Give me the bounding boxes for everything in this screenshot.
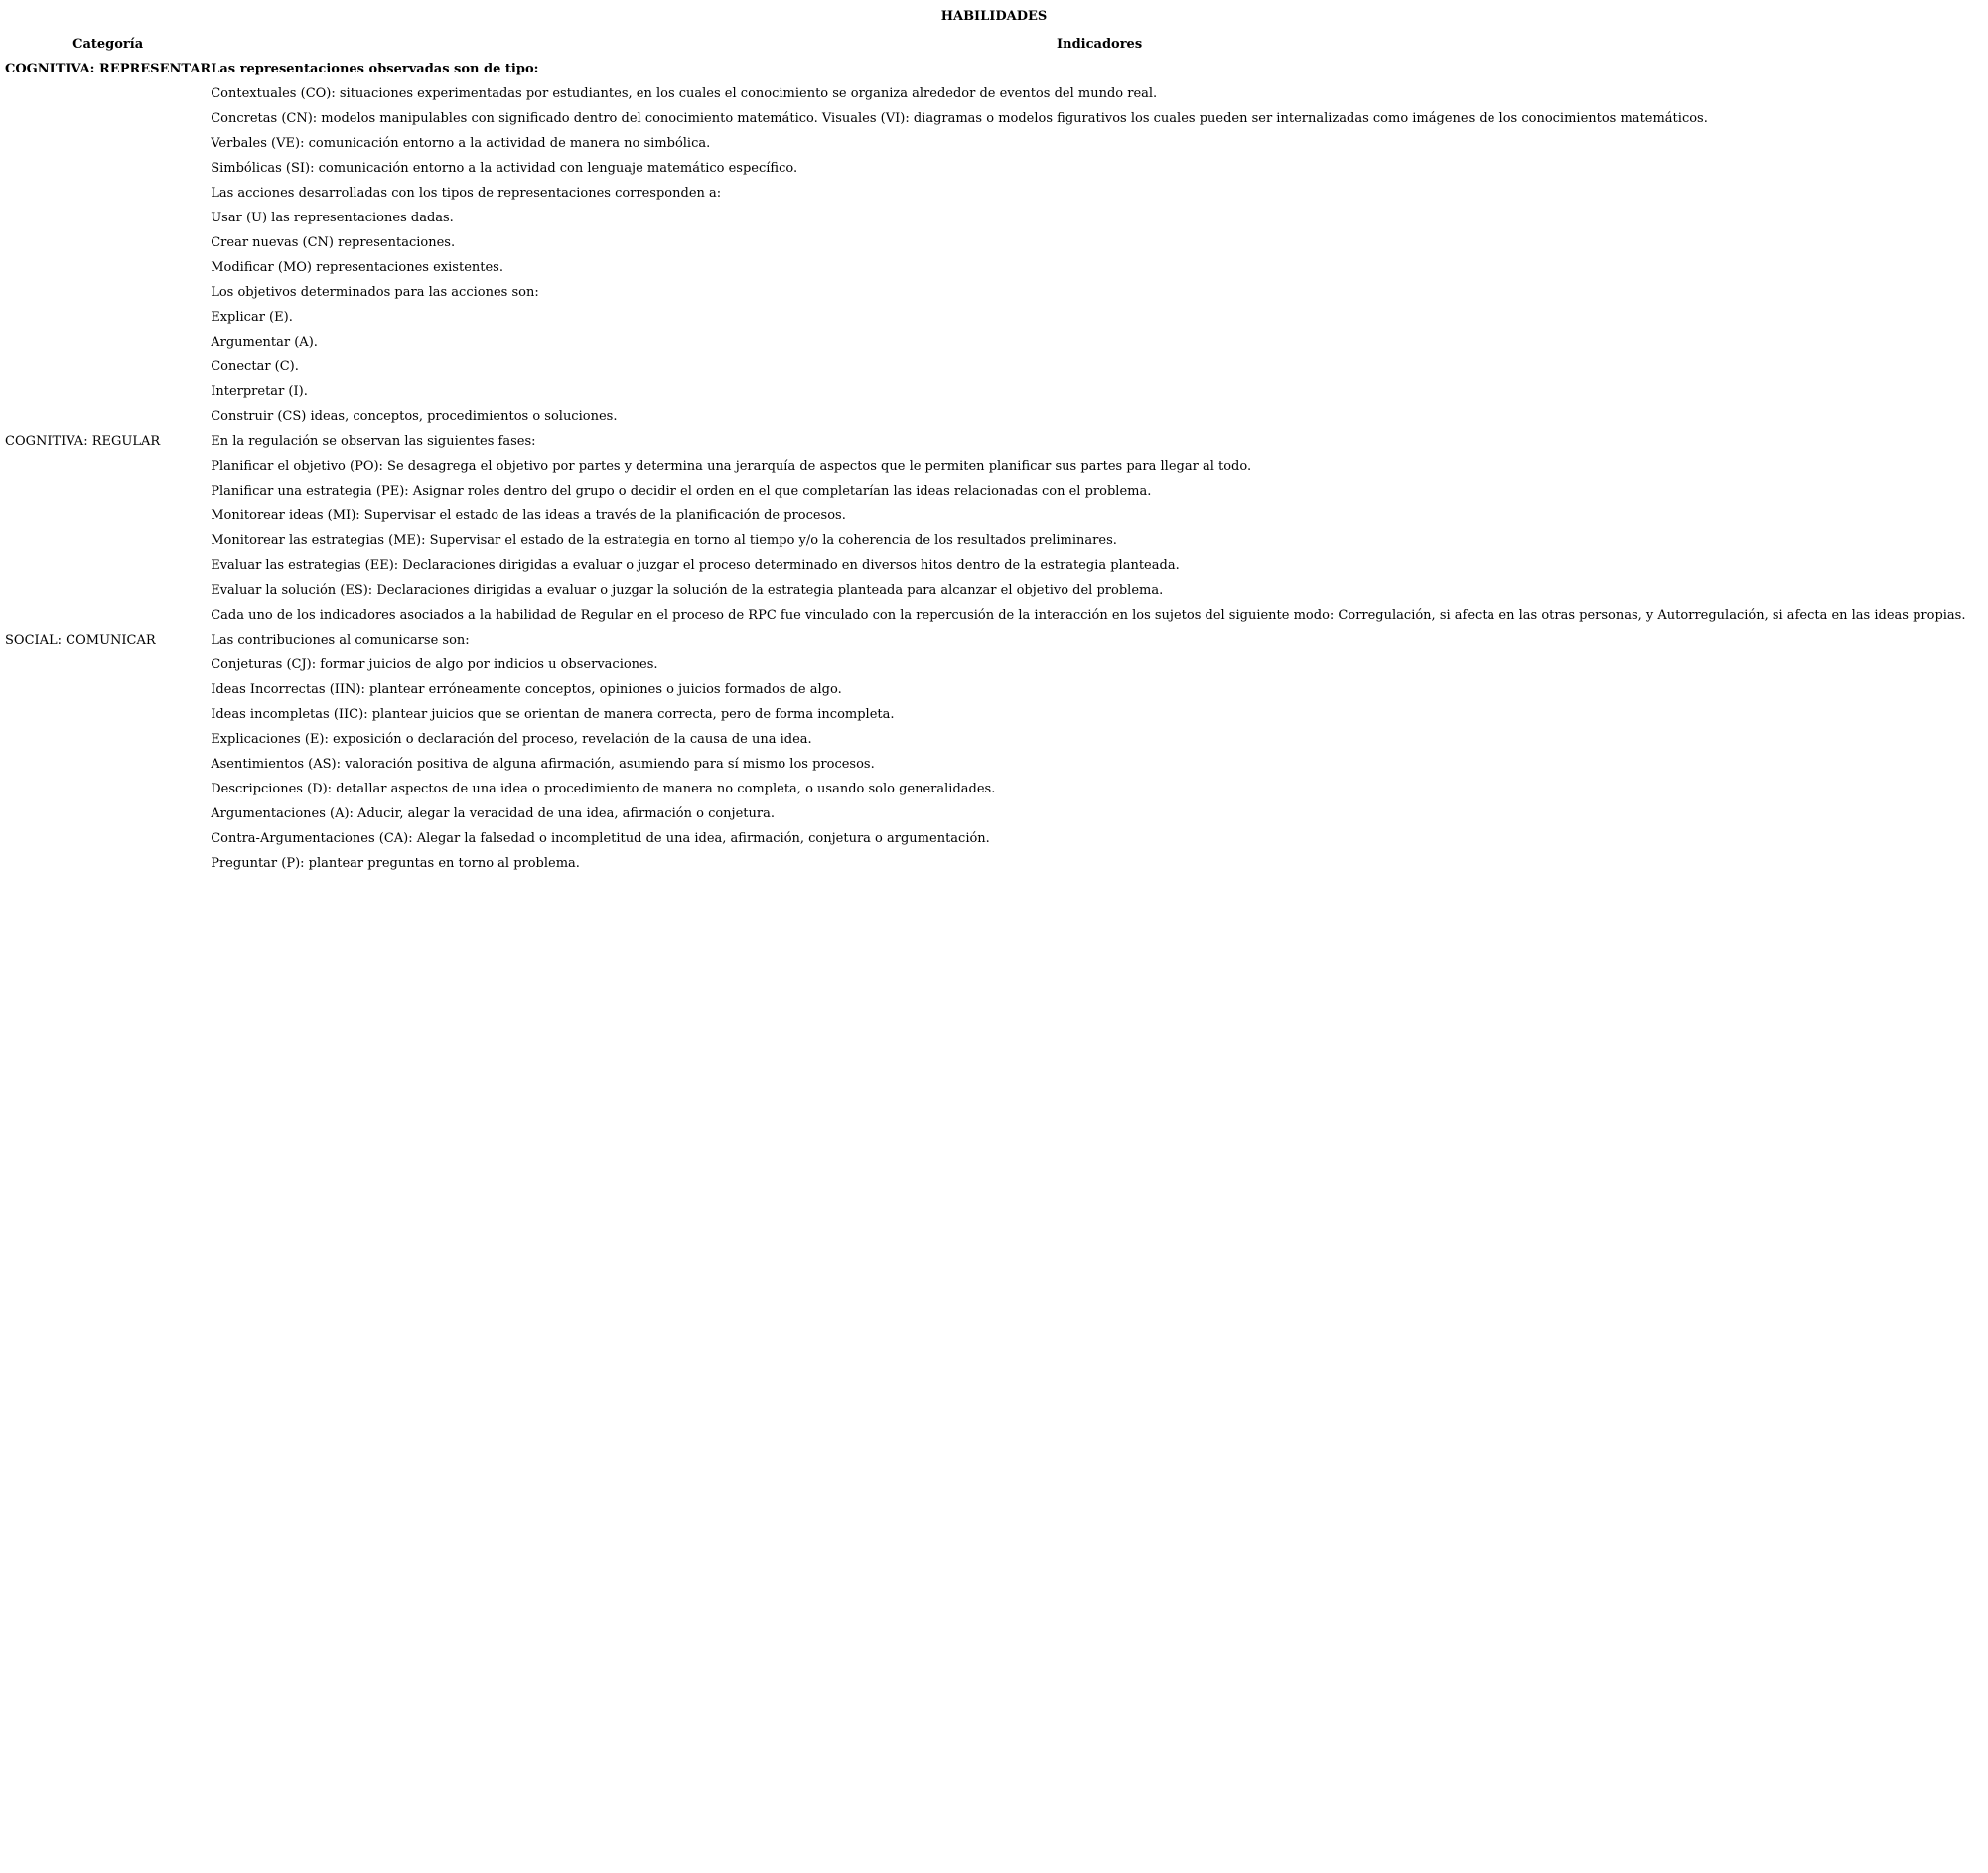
table-row (5, 851, 1988, 876)
table-body (5, 57, 1988, 876)
table-row (5, 57, 1988, 81)
category-cell (5, 280, 211, 305)
header-categoria: Categoría (72, 37, 144, 52)
indicator-cell: Monitorear las estrategias (ME): Supervisar el estado de la estrategia en torno al tiempo y/o la coherencia de los resultados preliminares. (211, 533, 1117, 548)
indicator-cell: Las contribuciones al comunicarse son: (211, 633, 470, 648)
indicator-cell: Descripciones (D): detallar aspectos de una idea o procedimiento de manera no completa, o usando solo generalidades. (211, 782, 996, 796)
category-cell: SOCIAL: COMUNICAR (5, 633, 156, 648)
table-row (5, 379, 1988, 404)
table-row (5, 181, 1988, 206)
indicator-cell: Ideas Incorrectas (IIN): plantear erróneamente conceptos, opiniones o juicios formados de algo. (211, 682, 842, 697)
indicator-cell: Interpretar (I). (211, 384, 308, 399)
category-cell (5, 181, 211, 206)
category-cell (5, 702, 211, 727)
indicator-cell: Los objetivos determinados para las acciones son: (211, 285, 539, 300)
indicator-cell: Simbólicas (SI): comunicación entorno a la actividad con lenguaje matemático específico. (211, 161, 798, 176)
table-row (5, 355, 1988, 379)
category-cell: COGNITIVA: REGULAR (5, 434, 161, 449)
category-cell (5, 330, 211, 355)
category-cell: COGNITIVA: REPRESENTAR (5, 62, 212, 76)
indicator-cell: Contra-Argumentaciones (CA): Alegar la falsedad o incompletitud de una idea, afirmación, conjetura o argumentación. (211, 831, 990, 846)
category-cell (5, 652, 211, 677)
table-row (5, 230, 1988, 255)
indicator-cell: Conjeturas (CJ): formar juicios de algo por indicios u observaciones. (211, 657, 658, 672)
category-cell (5, 131, 211, 156)
table-row (5, 479, 1988, 504)
indicator-cell: Monitorear ideas (MI): Supervisar el estado de las ideas a través de la planificación de procesos. (211, 508, 846, 523)
table-row (5, 677, 1988, 702)
indicator-cell: Cada uno de los indicadores asociados a la habilidad de Regular en el proceso de RPC fue vinculado con la repercusión de la interacción en los sujetos del siguiente modo: Corregulación, si afecta en las otras personas, y Autorregulación, si afecta en las ideas propias. (211, 608, 1966, 623)
table-row (5, 106, 1988, 131)
table-row (5, 801, 1988, 826)
indicator-cell: Modificar (MO) representaciones existentes. (211, 260, 503, 275)
category-cell (5, 677, 211, 702)
table-row (5, 280, 1988, 305)
table-row (5, 826, 1988, 851)
category-cell (5, 528, 211, 553)
category-cell (5, 578, 211, 603)
category-cell (5, 355, 211, 379)
category-cell (5, 379, 211, 404)
table-row (5, 628, 1988, 652)
table-row (5, 81, 1988, 106)
table-row (5, 131, 1988, 156)
table-row (5, 727, 1988, 752)
table-row (5, 330, 1988, 355)
table-row (5, 777, 1988, 801)
indicator-cell: Preguntar (P): plantear preguntas en torno al problema. (211, 856, 580, 871)
category-cell (5, 727, 211, 752)
category-cell (5, 106, 211, 131)
indicator-cell: Las representaciones observadas son de tipo: (211, 62, 539, 76)
table-row (5, 156, 1988, 181)
indicator-cell: En la regulación se observan las siguientes fases: (211, 434, 536, 449)
category-cell (5, 752, 211, 777)
header-row (5, 32, 1988, 57)
indicator-cell: Planificar el objetivo (PO): Se desagrega el objetivo por partes y determina una jerarquía de aspectos que le permiten planificar sus partes para llegar al todo. (211, 459, 1252, 474)
indicator-cell: Argumentaciones (A): Aducir, alegar la veracidad de una idea, afirmación o conjetura. (211, 806, 775, 821)
category-cell (5, 553, 211, 578)
category-cell (5, 851, 211, 876)
indicator-cell: Argumentar (A). (211, 335, 318, 350)
table-row (5, 206, 1988, 230)
table-row (5, 528, 1988, 553)
category-cell (5, 504, 211, 528)
indicator-cell: Crear nuevas (CN) representaciones. (211, 235, 456, 250)
indicator-cell: Asentimientos (AS): valoración positiva de alguna afirmación, asumiendo para sí mismo los procesos. (211, 757, 875, 772)
indicator-cell: Planificar una estrategia (PE): Asignar roles dentro del grupo o decidir el orden en el que completarían las ideas relacionadas con el problema. (211, 484, 1152, 499)
habilidades-table (5, 32, 1988, 876)
table-row (5, 603, 1988, 628)
indicator-cell: Usar (U) las representaciones dadas. (211, 211, 454, 225)
category-cell (5, 603, 211, 628)
category-cell (5, 305, 211, 330)
category-cell (5, 255, 211, 280)
table-row (5, 578, 1988, 603)
category-cell (5, 454, 211, 479)
category-cell (5, 479, 211, 504)
table-row (5, 404, 1988, 429)
table-row (5, 652, 1988, 677)
indicator-cell: Concretas (CN): modelos manipulables con significado dentro del conocimiento matemático. Visuales (VI): diagramas o modelos figurativos los cuales pueden ser internalizadas como imágenes de los conocimientos matemáticos. (211, 111, 1708, 126)
indicator-cell: Ideas incompletas (IIC): plantear juicios que se orientan de manera correcta, pero de forma incompleta. (211, 707, 895, 722)
indicator-cell: Contextuales (CO): situaciones experimentadas por estudiantes, en los cuales el conocimiento se organiza alrededor de eventos del mundo real. (211, 86, 1158, 101)
category-cell (5, 777, 211, 801)
table-title: HABILIDADES (940, 9, 1048, 24)
indicator-cell: Explicaciones (E): exposición o declaración del proceso, revelación de la causa de una idea. (211, 732, 812, 747)
table-row (5, 752, 1988, 777)
table-row (5, 454, 1988, 479)
indicator-cell: Conectar (C). (211, 360, 299, 374)
indicator-cell: Evaluar las estrategias (EE): Declaraciones dirigidas a evaluar o juzgar el proceso determinado en diversos hitos dentro de la estrategia planteada. (211, 558, 1180, 573)
category-cell (5, 156, 211, 181)
table-row (5, 702, 1988, 727)
table-row (5, 504, 1988, 528)
table-row (5, 305, 1988, 330)
header-indicadores: Indicadores (1057, 37, 1143, 52)
category-cell (5, 230, 211, 255)
indicator-cell: Verbales (VE): comunicación entorno a la actividad de manera no simbólica. (211, 136, 711, 151)
category-cell (5, 81, 211, 106)
indicator-cell: Las acciones desarrolladas con los tipos de representaciones corresponden a: (211, 186, 722, 201)
indicator-cell: Evaluar la solución (ES): Declaraciones dirigidas a evaluar o juzgar la solución de la estrategia planteada para alcanzar el objetivo del problema. (211, 583, 1164, 598)
category-cell (5, 826, 211, 851)
table-row (5, 255, 1988, 280)
table-row (5, 429, 1988, 454)
category-cell (5, 206, 211, 230)
indicator-cell: Explicar (E). (211, 310, 293, 325)
indicator-cell: Construir (CS) ideas, conceptos, procedimientos o soluciones. (211, 409, 618, 424)
table-row (5, 553, 1988, 578)
category-cell (5, 801, 211, 826)
category-cell (5, 404, 211, 429)
